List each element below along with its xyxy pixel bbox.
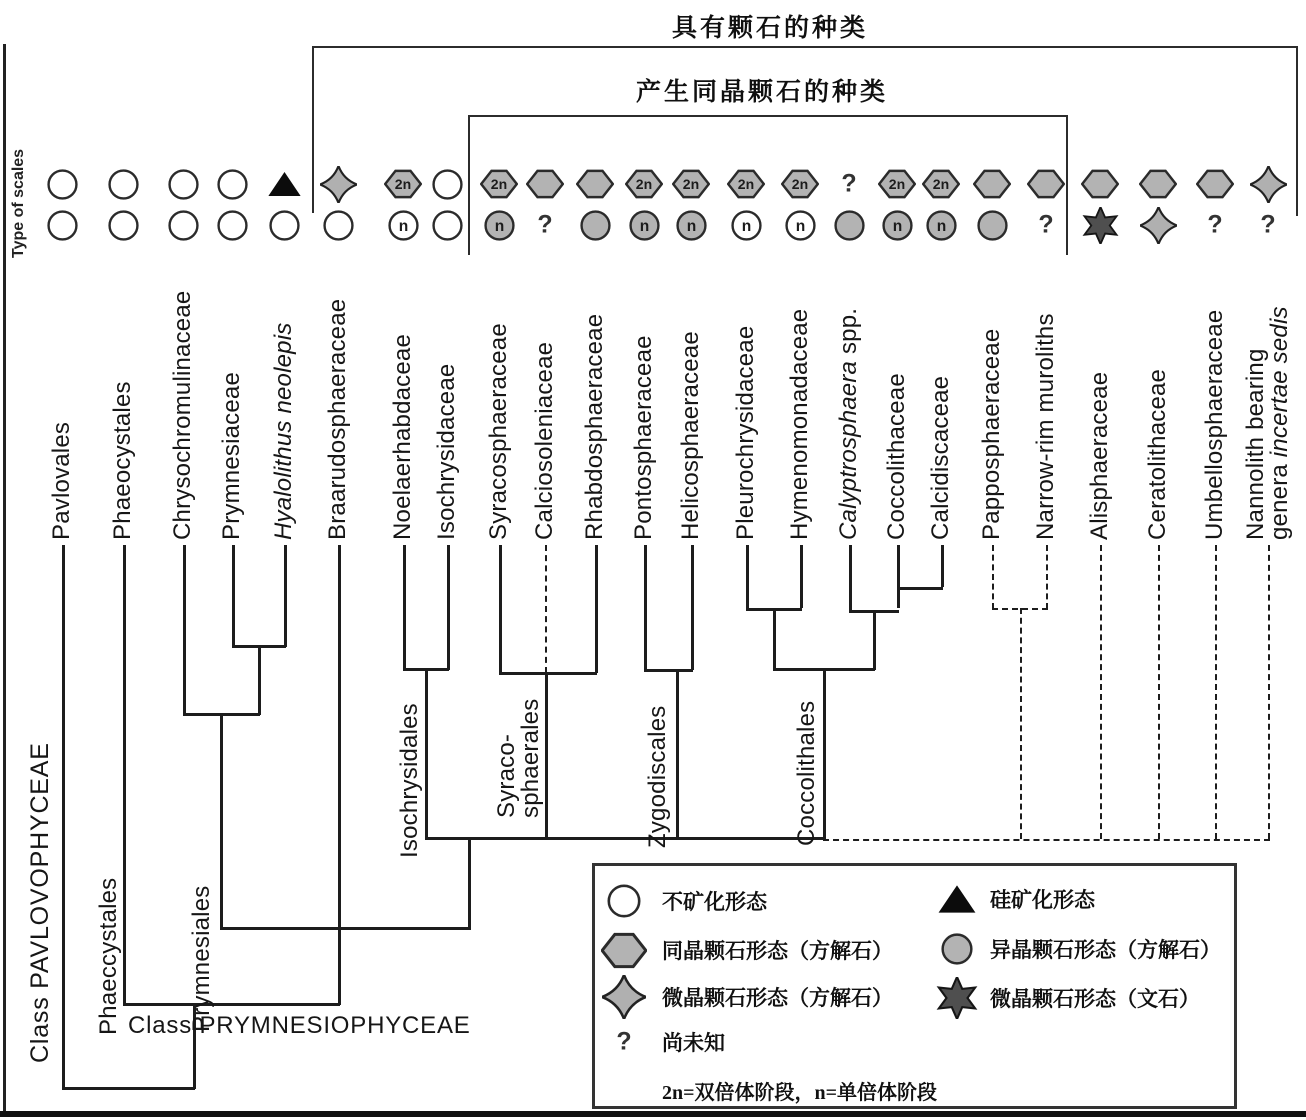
- class-pavlovophyceae-label: Class PAVLOVOPHYCEAE: [26, 742, 54, 1063]
- figure-left-border: [3, 44, 6, 1116]
- svg-text:n: n: [686, 217, 696, 235]
- circle-unmineralized-icon: [107, 168, 140, 206]
- taxon-label-calyptrosphaera-spp: Calyptrosphaera spp.: [835, 307, 862, 540]
- tree-edge: [800, 545, 803, 608]
- circle-unmineralized-icon: [216, 209, 249, 247]
- bracket-line: [468, 115, 470, 255]
- tree-edge: [545, 672, 548, 839]
- svg-text:n: n: [892, 217, 902, 235]
- circle-haploid-icon: [784, 209, 817, 247]
- tree-edge: [595, 545, 598, 673]
- hexagon-homococcolith-icon: [526, 169, 564, 204]
- triangle-silicified-icon: [267, 170, 302, 203]
- tree-edge-dashed: [1268, 545, 1270, 839]
- taxon-label-hymenomonadaceae: Hymenomonadaceae: [786, 308, 813, 540]
- taxon-label-calcidiscaceae: Calcidiscaceae: [927, 375, 954, 540]
- taxon-label-narrow-rim-muroliths: Narrow-rim muroliths: [1032, 313, 1059, 540]
- svg-text:2n: 2n: [682, 176, 700, 193]
- star6-nannolith-aragonite-icon: [1082, 207, 1119, 249]
- hexagon-homococcolith-icon: [1139, 169, 1177, 204]
- svg-text:2n: 2n: [737, 176, 755, 193]
- title-homococcolith-producing-species: 产生同晶颗石的种类: [635, 79, 889, 106]
- taxon-label-rhabdosphaeraceae: Rhabdosphaeraceae: [581, 313, 608, 540]
- tree-edge: [676, 669, 679, 839]
- circle-heterococcolith-icon: [976, 209, 1009, 247]
- order-label-zygodiscales: Zygodiscales: [644, 705, 671, 848]
- star4-nannolith-calcite-icon: [602, 975, 646, 1024]
- circle-heterococcolith-icon: [833, 209, 866, 247]
- star4-nannolith-calcite-icon: [1250, 166, 1287, 208]
- circle-haploid-icon: [675, 209, 708, 247]
- svg-text:2n: 2n: [490, 176, 508, 193]
- taxon-label-coccolithaceae: Coccolithaceae: [883, 373, 910, 540]
- svg-text:2n: 2n: [791, 176, 809, 193]
- hexagon-diploid-icon: [384, 169, 422, 204]
- circle-unmineralized-icon: [606, 883, 642, 924]
- tree-edge: [284, 545, 287, 647]
- tree-edge-dashed: [545, 545, 547, 673]
- star6-nannolith-aragonite-icon: [936, 977, 978, 1024]
- order-label-isochrysidales: Isochrysidales: [396, 703, 423, 858]
- bracket-line: [312, 46, 1298, 48]
- circle-unmineralized-icon: [322, 209, 355, 247]
- hexagon-homococcolith-icon: [973, 169, 1011, 204]
- tree-edge-dashed: [992, 545, 994, 609]
- circle-unmineralized-icon: [431, 209, 464, 247]
- circle-unmineralized-icon: [46, 168, 79, 206]
- tree-edge: [873, 610, 876, 670]
- taxon-label-chrysochromulinaceae: Chrysochromulinaceae: [169, 290, 196, 540]
- hexagon-diploid-icon: [922, 169, 960, 204]
- taxon-label-calciosoleniaceae: Calciosoleniaceae: [531, 341, 558, 540]
- taxon-label-papposphaeraceae: Papposphaeraceae: [978, 328, 1005, 540]
- taxon-label-alisphaeraceae: Alisphaeraceae: [1086, 371, 1113, 540]
- question-mark: ?: [841, 169, 857, 198]
- taxon-label-pleurochrysidaceae: Pleurochrysidaceae: [732, 325, 759, 540]
- bracket-line: [1296, 46, 1298, 216]
- tree-edge-dashed: [1100, 545, 1102, 839]
- hexagon-homococcolith-icon: [601, 932, 647, 974]
- tree-edge: [232, 545, 235, 647]
- class-prymnesiophyceae-label: Class PRYMNESIOPHYCEAE: [128, 1012, 471, 1039]
- svg-text:n: n: [795, 217, 805, 235]
- tree-edge-dashed: [1215, 545, 1217, 839]
- taxon-label-helicosphaeraceae: Helicosphaeraceae: [677, 331, 704, 540]
- svg-text:2n: 2n: [635, 176, 653, 193]
- legend-label-cg: 异晶颗石形态（方解石）: [990, 938, 1221, 962]
- legend-label-s4: 微晶颗石形态（方解石）: [662, 986, 893, 1010]
- circle-unmineralized-icon: [216, 168, 249, 206]
- tree-edge: [62, 1087, 195, 1090]
- taxon-label-umbellosphaeraceae: Umbellosphaeraceae: [1201, 309, 1228, 540]
- tree-edge-dashed: [823, 839, 1270, 841]
- bracket-line: [312, 46, 314, 213]
- taxon-label-noelaerhabdaceae: Noelaerhabdaceae: [389, 333, 416, 540]
- order-label-coccolithales: Coccolithales: [793, 700, 820, 846]
- star4-nannolith-calcite-icon: [320, 166, 357, 208]
- order-label-syraco-sphaerales: Syraco- sphaerales: [493, 698, 544, 818]
- order-label-phaeccystales: Phaeccystales: [95, 877, 122, 1035]
- circle-heterococcolith-icon: [940, 932, 974, 971]
- taxon-label-nannolith-bearing: Nannolith bearing genera incertae sedis: [1242, 306, 1293, 540]
- circle-haploid-icon: [925, 209, 958, 247]
- type-of-scales-label: Type of scales: [10, 148, 27, 258]
- tree-edge: [897, 587, 943, 590]
- taxon-label-pontosphaeraceae: Pontosphaeraceae: [630, 335, 657, 540]
- triangle-silicified-icon: [937, 883, 977, 920]
- taxon-label-phaeocystales: Phaeocystales: [109, 381, 136, 540]
- taxon-label-prymnesiaceae: Prymnesiaceae: [218, 371, 245, 540]
- hexagon-diploid-icon: [480, 169, 518, 204]
- circle-haploid-icon: [881, 209, 914, 247]
- tree-edge: [123, 545, 126, 1005]
- taxon-label-braarudosphaeraceae: Braarudosphaeraceae: [324, 298, 351, 540]
- tree-edge-dashed: [1158, 545, 1160, 839]
- bracket-line: [468, 115, 1066, 117]
- question-mark: ?: [537, 210, 553, 239]
- tree-edge: [941, 545, 944, 587]
- circle-unmineralized-icon: [107, 209, 140, 247]
- hexagon-homococcolith-icon: [576, 169, 614, 204]
- tree-edge: [849, 545, 852, 610]
- svg-text:n: n: [936, 217, 946, 235]
- hexagon-homococcolith-icon: [1027, 169, 1065, 204]
- tree-edge: [897, 545, 900, 608]
- legend-ploidy-note: 2n=双倍体阶段，n=单倍体阶段: [662, 1082, 938, 1104]
- svg-text:2n: 2n: [394, 176, 412, 193]
- tree-edge: [499, 672, 597, 675]
- taxon-label-syracosphaeraceae: Syracosphaeraceae: [485, 323, 512, 540]
- question-mark: ?: [1260, 210, 1276, 239]
- tree-edge: [62, 545, 65, 1089]
- hexagon-diploid-icon: [672, 169, 710, 204]
- taxon-label-ceratolithaceae: Ceratolithaceae: [1144, 368, 1171, 540]
- legend-label-c: 不矿化形态: [662, 890, 767, 914]
- tree-edge-dashed: [1020, 608, 1022, 839]
- question-mark: ?: [1207, 210, 1223, 239]
- circle-unmineralized-icon: [167, 168, 200, 206]
- title-coccolith-bearing-species: 具有颗石的种类: [671, 15, 869, 42]
- question-mark: ?: [616, 1027, 632, 1056]
- hexagon-diploid-icon: [878, 169, 916, 204]
- tree-edge: [338, 545, 341, 1005]
- tree-edge: [823, 668, 826, 839]
- taxon-label-hyalolithus-neolepis: Hyalolithus neolepis: [270, 322, 297, 540]
- tree-edge: [644, 545, 647, 670]
- tree-edge-dashed: [1046, 545, 1048, 609]
- tree-edge: [468, 838, 471, 930]
- taxon-label-pavlovales: Pavlovales: [48, 421, 75, 540]
- tree-edge: [183, 545, 186, 715]
- tree-edge: [499, 545, 502, 673]
- circle-heterococcolith-icon: [579, 209, 612, 247]
- legend-label-tri: 硅矿化形态: [990, 888, 1095, 912]
- svg-text:2n: 2n: [932, 176, 950, 193]
- svg-text:2n: 2n: [888, 176, 906, 193]
- svg-text:n: n: [639, 217, 649, 235]
- bracket-line: [1066, 115, 1068, 255]
- circle-unmineralized-icon: [431, 168, 464, 206]
- figure-bottom-border: [0, 1111, 1306, 1117]
- circle-haploid-icon: [730, 209, 763, 247]
- circle-haploid-icon: [387, 209, 420, 247]
- tree-edge: [220, 713, 223, 929]
- circle-unmineralized-icon: [167, 209, 200, 247]
- order-label-prymnesiales: Prymnesiales: [188, 885, 215, 1032]
- tree-edge: [258, 645, 261, 715]
- circle-haploid-icon: [483, 209, 516, 247]
- tree-edge: [220, 927, 470, 930]
- tree-edge: [123, 1003, 340, 1006]
- tree-edge: [773, 608, 776, 670]
- hexagon-homococcolith-icon: [1081, 169, 1119, 204]
- tree-edge: [691, 545, 694, 670]
- tree-edge: [425, 668, 428, 840]
- tree-edge: [447, 545, 450, 670]
- legend-label-hex: 同晶颗石形态（方解石）: [662, 939, 893, 963]
- question-mark: ?: [1038, 210, 1054, 239]
- svg-text:n: n: [494, 217, 504, 235]
- circle-haploid-icon: [628, 209, 661, 247]
- tree-edge: [746, 545, 749, 608]
- tree-edge: [403, 545, 406, 670]
- hexagon-diploid-icon: [625, 169, 663, 204]
- svg-text:n: n: [741, 217, 751, 235]
- hexagon-homococcolith-icon: [1196, 169, 1234, 204]
- hexagon-diploid-icon: [727, 169, 765, 204]
- svg-text:n: n: [398, 217, 408, 235]
- circle-unmineralized-icon: [46, 209, 79, 247]
- legend-label-q: 尚未知: [662, 1031, 725, 1055]
- star4-nannolith-calcite-icon: [1140, 207, 1177, 249]
- tree-edge: [425, 837, 825, 840]
- circle-unmineralized-icon: [268, 209, 301, 247]
- legend-label-s6: 微晶颗石形态（文石）: [990, 987, 1200, 1011]
- tree-edge: [644, 669, 693, 672]
- taxon-label-isochrysidaceae: Isochrysidaceae: [433, 363, 460, 540]
- hexagon-diploid-icon: [781, 169, 819, 204]
